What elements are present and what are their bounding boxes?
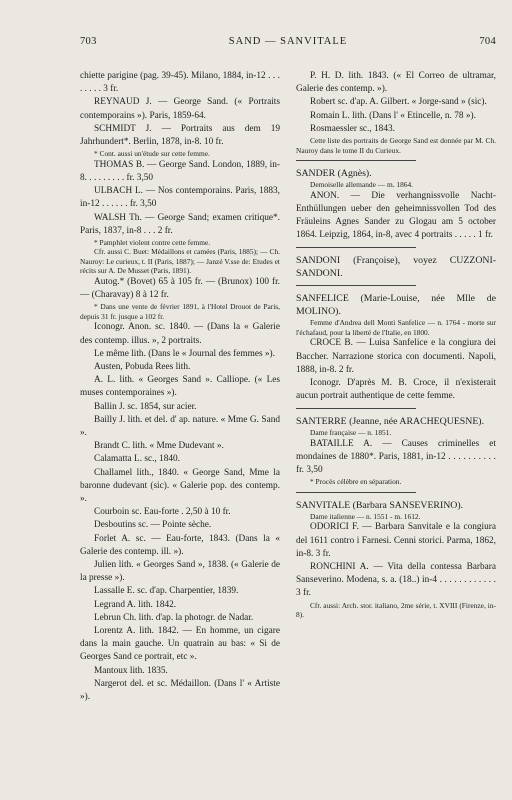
iconography-entry: Iconogr. D'après M. B. Croce, il n'existerait aucun portrait authentique de cette femme. (296, 377, 496, 402)
entry-text: BATAILLE A. — Causes criminelles et mondaines de 1880*. Paris, 1881, in-12 . . . . . . . . . . fr. 3,50 (296, 438, 496, 476)
entry-text: ANON. — Die verhangnissvolle Nacht-Enthüllungen ueber den geheimnissvollen Tod des Fräuleins Agnes Sander zu Glogau am 5 october 1864. Leipzig, 1864, in-8, avec 4 portraits . . . . . 1 fr. (296, 190, 496, 241)
section-heading-sandoni: SANDONI (Françoise), voyez CUZZONI-SANDONI. (296, 255, 496, 280)
entry-text: Bailly J. lith. et del. d' ap. nature. « Mme G. Sand ». (80, 414, 280, 438)
section-divider (296, 492, 416, 493)
entry-text: WALSH Th. — George Sand; examen critique*. Paris, 1837, in-8 . . . 2 fr. (80, 212, 280, 236)
entry-text: Brandt C. lith. « Mme Dudevant ». (94, 441, 224, 452)
section-divider (296, 160, 416, 161)
biographical-note: Demoiselle allemande — m. 1864. (310, 180, 414, 190)
entry-text: SCHMIDT J. — Portraits aus dem 19 Jahrhundert*. Berlin, 1878, in-8. 10 fr. (80, 123, 280, 148)
entry-text: Courboin sc. Eau-forte . 2,50 à 10 fr. (94, 507, 231, 518)
section-heading-sanfelice: SANFELICE (Marie-Louise, née Mlle de MOLINO). (296, 293, 496, 318)
entry-text: ULBACH L. — Nos contemporains. Paris, 1883, in-12 . . . . . . fr. 3,50 (80, 186, 280, 210)
reference-note: Cfr. aussi C. Buet: Médaillons et camées (Paris, 1885); — Ch. Nauroy: Le curieux, t. II (Paris, 1887); — Janzé V.sse de: Etudes et récits sur A. De Musset (Paris, 1891). (80, 247, 280, 276)
right-page-number: 704 (479, 36, 496, 47)
entry-text: Lassalle E. sc. d'ap. Charpentier, 1839. (94, 586, 239, 597)
left-column (80, 70, 280, 704)
entry-text: P. H. D. lith. 1843. (« El Correo de ultramar, Galerie des contemp. »). (296, 71, 496, 95)
biographical-note: Femme d'Andrea dell Monti Sanfelice — n. 1764 - morte sur l'échafaud, pour la liberté de l'Italie, en 1800. (296, 318, 496, 337)
reference-note: Cfr. aussi: Arch. stor. italiano, 2me série, t. XVIII (Firenze, in-8). (296, 600, 496, 620)
entry-text: Challamel lith., 1840. « George Sand, Mme la baronne dudevant (sic). « Galerie pop. des contemp. ». (80, 467, 280, 504)
entry-text: Mantoux lith. 1835. (94, 665, 168, 676)
entry-text: Lorentz A. lith. 1842. — En homme, un cigare dans la main gauche. Un quatrain au bas: « Si de Georges Sand ce portrait, etc ». (80, 626, 280, 663)
entry-text: Lebrun Ch. lith. d'ap. la photogr. de Nadar. (94, 612, 254, 623)
entry-text: Le même lith. (Dans le « Journal des femmes »). (94, 348, 275, 359)
section-heading-sander: SANDER (Agnès). (296, 168, 372, 180)
biographical-note: Dame française — n. 1851. (310, 428, 392, 438)
section-divider (296, 408, 416, 409)
section-heading-santerre: SANTERRE (Jeanne, née ARACHEQUESNE). (296, 416, 485, 428)
entry-text: Desboutins sc. — Pointe sèche. (94, 520, 212, 531)
footnote: * Dans une vente de février 1891, à l'Hotel Drouot de Paris, depuis 31 fr. jusque a 102 fr. (80, 302, 280, 321)
entry-text: Austen, Pobuda Rees lith. (94, 361, 191, 372)
entry-text: ODORICI F. — Barbara Sanvitale e la congiura del 1611 contro i Farnesi. Cenni storici. Parma, 1862, in-8. 3 fr. (296, 522, 496, 559)
entry-text: RONCHINI A. — Vita della contessa Barbara Sanseverino. Modena, s. a. (18..) in-4 . . . . . . . . . . . . 3 fr. (296, 562, 496, 599)
footnote: * Pamphlet violent contre cette femme. (94, 237, 211, 247)
running-title: SAND — SANVITALE (228, 36, 348, 47)
entry-text: CROCE B. — Luisa Sanfelice e la congiura dei Baccher. Narrazione storica con documenti. Napoli, 1888, in-8. 2 fr. (296, 338, 496, 375)
entry-text: Romain L. lith. (Dans l' « Etincelle, n. 78 »). (310, 110, 476, 121)
entry-text: THOMAS B. — George Sand. London, 1889, in-8. . . . . . . . . fr. 3,50 (80, 159, 280, 183)
entry-text: A. L. lith. « Georges Sand ». Calliope. (« Les muses contemporaines »). (80, 375, 280, 399)
entry-text: Julien lith. « Georges Sand », 1838. (« Galerie de la presse »). (80, 560, 280, 584)
reference-note: Cette liste des portraits de George Sand est donnée par M. Ch. Nauroy dans le tome II du Curieux. (296, 136, 496, 155)
footnote: * Cont. aussi un'étude sur cette femme. (94, 149, 210, 159)
entry-text: Robert sc. d'ap. A. Gilbert. « Jorge-sand » (sic). (310, 97, 487, 108)
right-column (296, 70, 496, 704)
section-heading-sanvitale: SANVITALE (Barbara SANSEVERINO). (296, 499, 464, 511)
entry-text: chiette parigine (pag. 39-45). Milano, 1884, in-12 . . . . . . . . 3 fr. (80, 71, 280, 95)
entry-text: Ballin J. sc. 1854, sur acier. (94, 401, 197, 412)
entry-text: Calamatta L. sc., 1840. (94, 454, 180, 465)
running-header (80, 36, 496, 50)
entry-text: Rosmaessler sc., 1843. (310, 123, 395, 134)
biographical-note: Dame italienne — n. 1551 - m. 1612. (310, 511, 421, 521)
left-page-number: 703 (80, 36, 97, 47)
entry-text: Legrand A. lith. 1842. (94, 599, 177, 610)
entry-text: Nargerot del. et sc. Médaillon. (Dans l' « Artiste »). (80, 678, 280, 703)
autograph-entry: Autog.* (Bovet) 65 à 105 fr. — (Brunox) 100 fr. — (Charavay) 8 à 12 fr. (80, 276, 280, 301)
entry-text: Forlet A. sc. — Eau-forte, 1843. (Dans la « Galerie des contemp. ill. »). (80, 533, 280, 557)
iconography-entry: Iconogr. Anon. sc. 1840. — (Dans la « Galerie des contemp. illus. », 2 portraits. (80, 322, 280, 346)
entry-text: REYNAUD J. — George Sand. (« Portraits contemporains »). Paris, 1859-64. (80, 97, 280, 121)
section-divider (296, 285, 416, 286)
footnote: * Procès célèbre en séparation. (310, 477, 402, 487)
section-divider (296, 247, 416, 248)
